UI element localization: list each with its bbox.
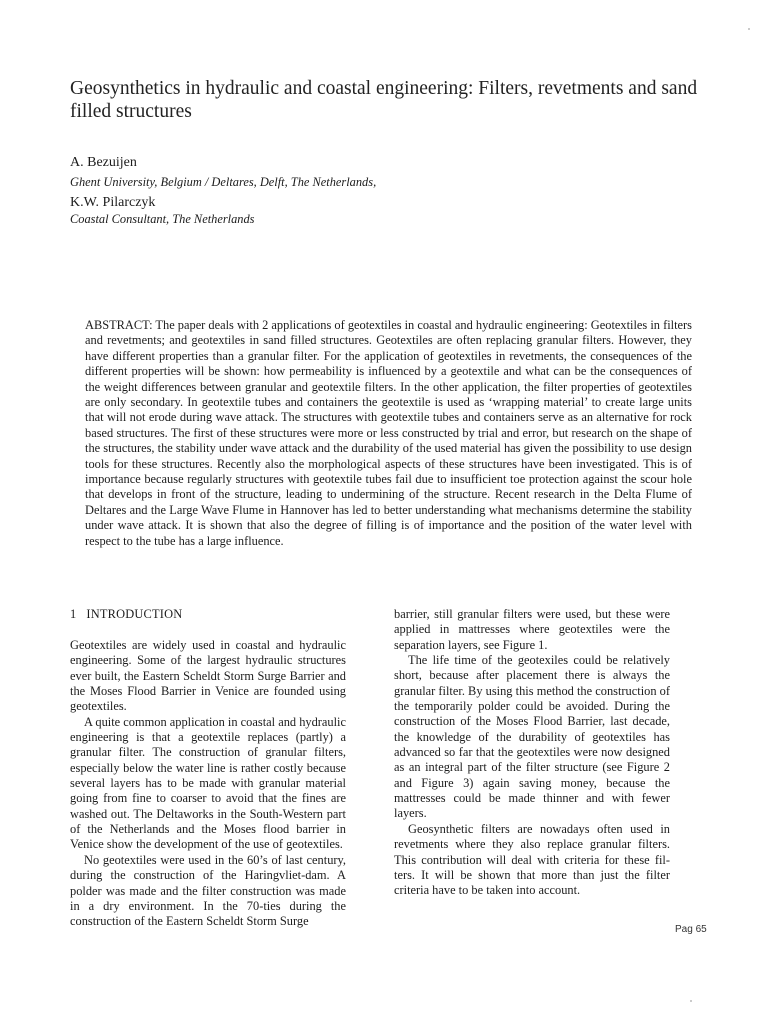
- section-heading: [70, 607, 346, 622]
- author-affiliation: Coastal Consultant, The Netherlands: [70, 212, 255, 226]
- paragraph: The life time of the geotexiles could be relatively short, because after placement there is always the granular filter. By using this method the construction of the temporarily polder could be avoided. During the construction of the Moses Flood Barrier, last decade, the knowledge of the durability of geotextiles has advanced so far that the geotextiles were now designed as an integral part of the filter structure (see Figure 2 and Figure 3) again saving money, because the mattresses could be made thinner and with fewer layers.: [394, 653, 670, 821]
- author-name: A. Bezuijen: [70, 155, 137, 170]
- scan-speck: [690, 1000, 692, 1002]
- paragraph: barrier, still granular filters were used, but these were applied in mattresses where geotextiles were the separation layers, see Figure 1.: [394, 607, 670, 652]
- paragraph: No geotextiles were used in the 60’s of last century, during the construction of the Haringvliet-dam. A polder was made and the filter construction was made in a dry environment. In the 70-ties during the construction of the Eastern Scheldt Storm Surge: [70, 852, 346, 929]
- left-column: [70, 607, 346, 930]
- abstract: ABSTRACT: The paper deals with 2 applications of geotextiles in coastal and hydraulic engineering: Geotextiles in filters and revetments; and geotextiles in sand filled structures. Geotextiles are often replacing granular filters. However, they have different properties than a granular filter. For the application of geotextiles in revetments, the consequences of the different properties will be shown: how permeability is influenced by a geotextile and what can be the consequences of the weight differences between granular and geotextile filters. In the other application, the filter properties of geotextiles are only secondary. In geotextile tubes and containers the geotextile is used as ‘wrapping material’ to create large units that will not erode during wave attack. The structures with geotextile tubes and containers serve as an alternative for rock based structures. The first of these structures were more or less constructed by trial and error, but research on the shape of the structures, the stability under wave attack and the durability of the used material has given the possibility to use design tools for these structures. Recently also the morphological aspects of these structures have been investigated. This is of importance because regularly structures with geotextile tubes fail due to insufficient toe protection against the scour hole that develops in front of the structure, leading to undermining of the structure. Recent research in the Delta Flume of Deltares and the Large Wave Flume in Hannover has led to better understanding what mechanisms determine the stability under wave attack. It is shown that also the degree of filling is of importance and the position of the water level with respect to the tube has a large influence.: [85, 318, 692, 548]
- paragraph: Geotextiles are widely used in coastal and hydraulic engineering. Some of the largest hydraulic structures ever built, the Eastern Scheldt Storm Surge Barrier and the Moses Flood Barrier in Venice are founded using geotextiles.: [70, 638, 346, 714]
- right-column: [394, 607, 670, 899]
- page-number: Pag 65: [675, 924, 707, 935]
- paragraph: Geosynthetic filters are nowadays often used in revetments where they also replace granular filters. This contribution will deal with criteria for these filters. It will be shown that more than just the filter criteria have to be taken into account.: [394, 821, 670, 898]
- section-number: 1: [70, 607, 77, 621]
- paper-title: Geosynthetics in hydraulic and coastal engineering: Filters, revetments and sand filled structures: [70, 78, 698, 122]
- author-name: K.W. Pilarczyk: [70, 195, 156, 210]
- scan-speck: [748, 28, 750, 30]
- paragraph: A quite common application in coastal and hydraulic engineering is that a geotextile replaces (partly) a granular filter. The construction of granular filters, especially below the water line is rather costly because several layers has to be made with granular material going from fine to coarser to avoid that the fines are washed out. The Deltaworks in the South-Western part of the Netherlands and the Moses flood barrier in Venice show the development of the use of geotextiles.: [70, 714, 346, 852]
- author-affiliation: Ghent University, Belgium / Deltares, Delft, The Netherlands,: [70, 175, 377, 189]
- section-title: INTRODUCTION: [86, 607, 183, 621]
